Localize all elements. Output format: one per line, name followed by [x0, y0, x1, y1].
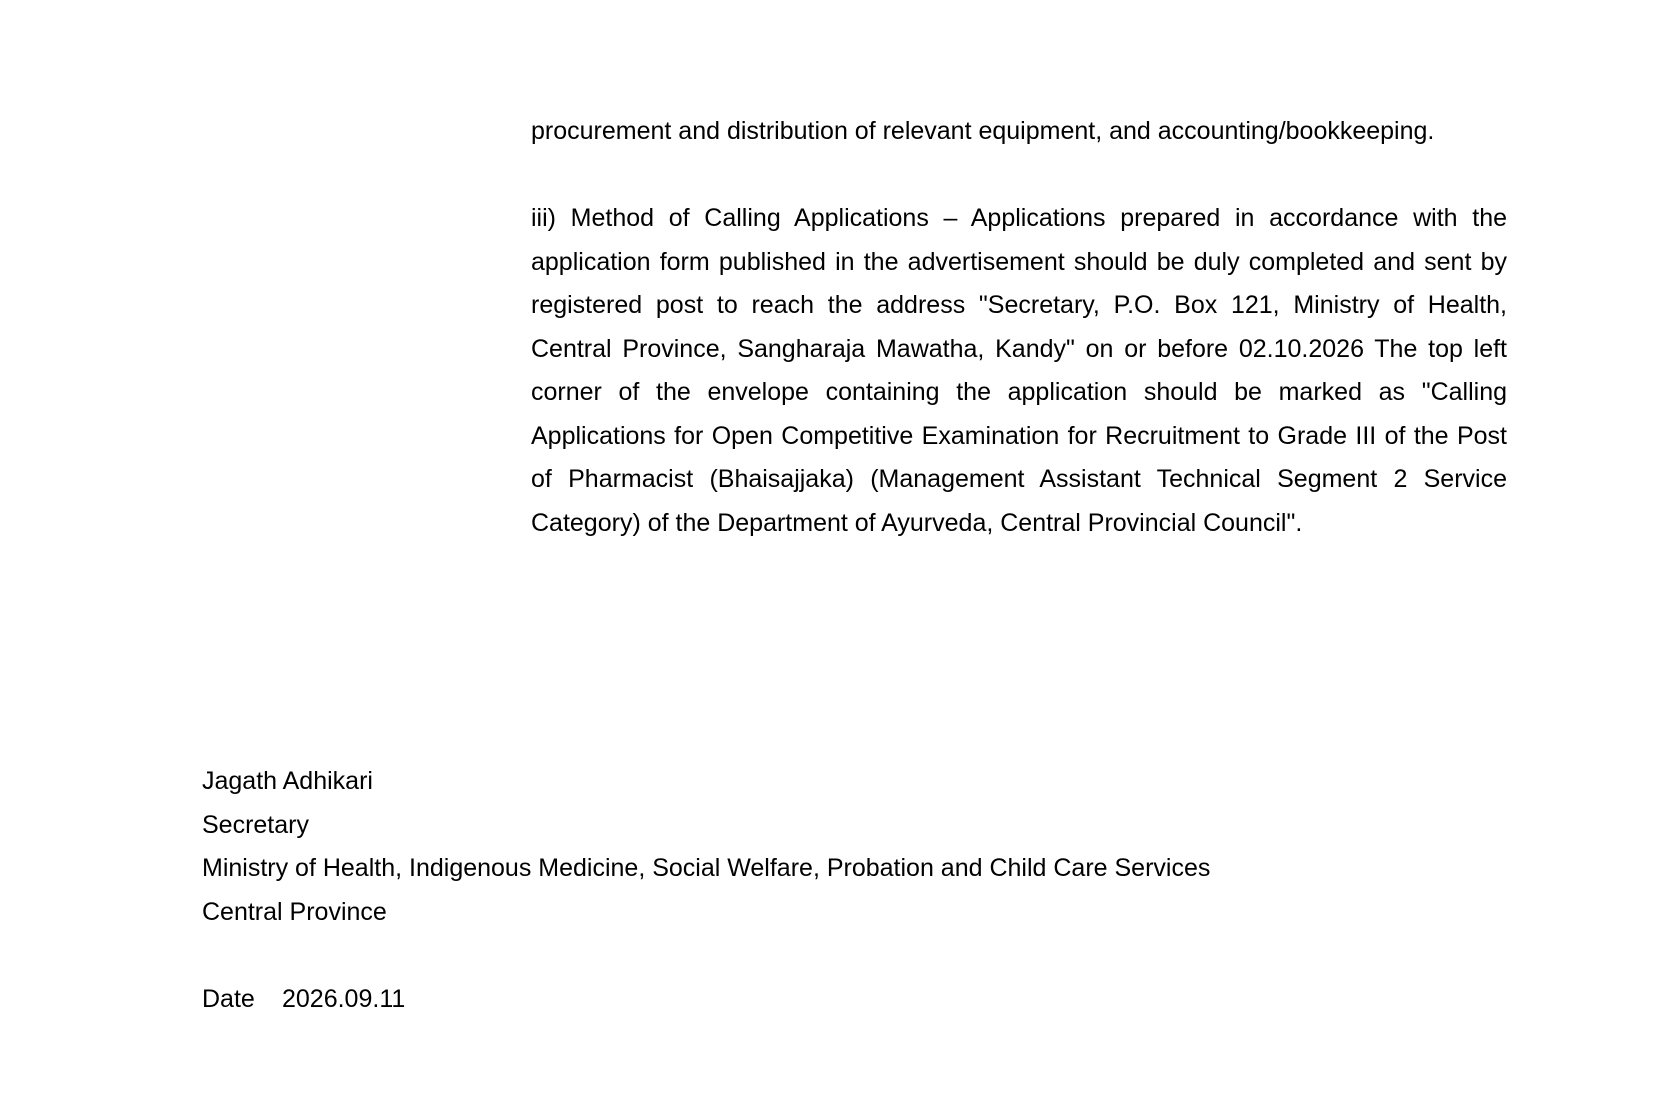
date-label: Date	[202, 984, 255, 1013]
signature-block	[202, 760, 1502, 1021]
continuation-paragraph: procurement and distribution of relevant equipment, and accounting/bookkeeping.	[531, 117, 1435, 145]
signatory-name: Jagath Adhikari	[202, 767, 373, 795]
signatory-province: Central Province	[202, 897, 387, 926]
date-value: 2026.09.11	[282, 984, 406, 1013]
body-text-block	[531, 110, 1507, 545]
method-of-calling-applications-paragraph: iii) Method of Calling Applications – Applications prepared in accordance with the application form published in the advertisement should be duly completed and sent by registered post to reach the address "Secretary, P.O. Box 121, Ministry of Health, Central Province, Sangharaja Mawatha, Kandy" on or before 02.10.2026 The top left corner of the envelope containing the application should be marked as "Calling Applications for Open Competitive Examination for Recruitment to Grade III of the Post of Pharmacist (Bhaisajjaka) (Management Assistant Technical Segment 2 Service Category) of the Department of Ayurveda, Central Provincial Council".	[531, 204, 1507, 537]
signatory-ministry: Ministry of Health, Indigenous Medicine, Social Welfare, Probation and Child Care Services	[202, 854, 1211, 882]
signatory-title: Secretary	[202, 810, 309, 839]
date-line	[202, 978, 1502, 1022]
